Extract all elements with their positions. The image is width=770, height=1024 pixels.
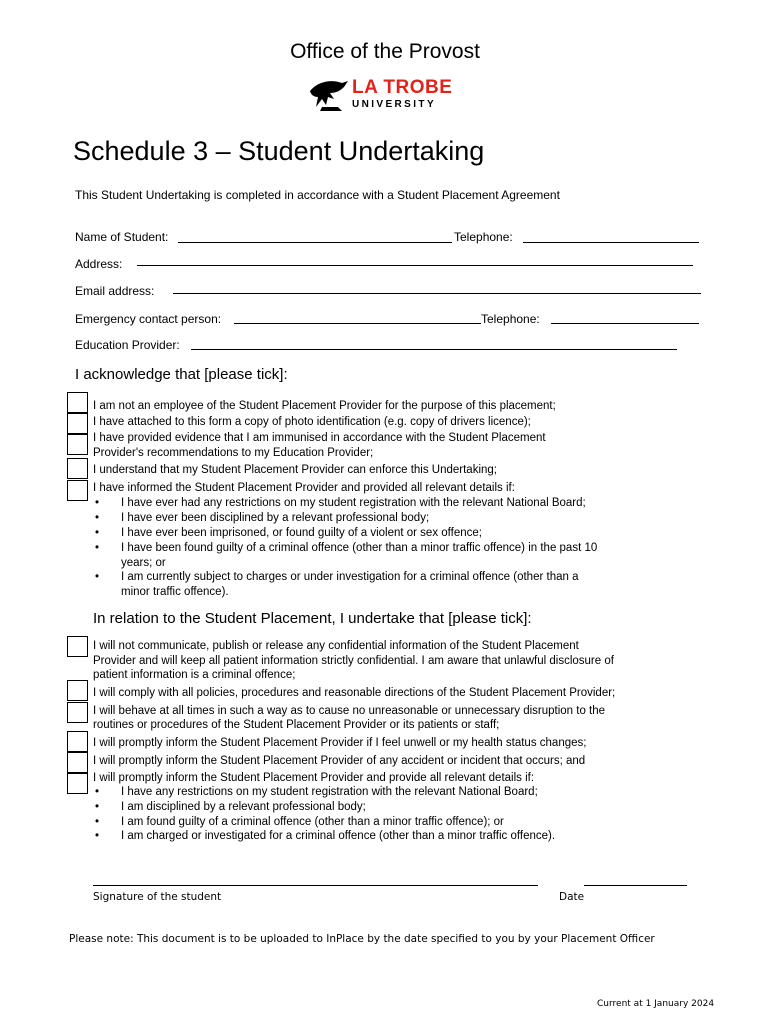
ack-item-1: I am not an employee of the Student Placement Provider for the purpose of this placement; [93, 400, 556, 412]
date-label: Date [559, 891, 585, 903]
logo-wordmark: LA TROBE [352, 77, 453, 98]
ack-item-3: I have provided evidence that I am immunised in accordance with the Student Placement [93, 432, 546, 444]
ack-bullet-4-cont: years; or [121, 557, 166, 569]
ack-checkbox-1[interactable] [67, 392, 88, 413]
undertake-item-1-cont2: patient information is a criminal offence; [93, 669, 296, 681]
logo-subtitle: UNIVERSITY [352, 99, 437, 110]
ack-checkbox-4[interactable] [67, 458, 88, 479]
eagle-icon [308, 77, 350, 113]
ack-bullet-5-cont: minor traffic offence). [121, 586, 229, 598]
ack-item-3-cont: Provider's recommendations to my Education Provider; [93, 447, 374, 459]
telephone-field[interactable] [523, 242, 699, 243]
emergency-telephone-label: Telephone: [481, 312, 540, 326]
undertake-item-5: I will promptly inform the Student Placement Provider of any accident or incident that occurs; and [93, 755, 586, 767]
education-provider-label: Education Provider: [75, 338, 180, 352]
ack-item-2: I have attached to this form a copy of photo identification (e.g. copy of drivers licence); [93, 416, 531, 428]
upload-note: Please note: This document is to be uploaded to InPlace by the date specified to you by your Placement Officer [69, 933, 655, 945]
undertake-checkbox-6[interactable] [67, 773, 88, 794]
ack-item-5: I have informed the Student Placement Provider and provided all relevant details if: [93, 482, 515, 494]
undertake-heading: In relation to the Student Placement, I undertake that [please tick]: [93, 610, 532, 627]
undertake-item-6: I will promptly inform the Student Placement Provider and provide all relevant details if: [93, 772, 535, 784]
intro-text: This Student Undertaking is completed in accordance with a Student Placement Agreement [75, 188, 560, 202]
undertake-checkbox-3[interactable] [67, 702, 88, 723]
undertake-item-3: I will behave at all times in such a way as to cause no unreasonable or unnecessary disruption to the [93, 705, 606, 717]
undertake-item-3-cont: routines or procedures of the Student Placement Provider or its patients or staff; [93, 719, 500, 731]
address-field[interactable] [137, 265, 693, 266]
ack-checkbox-2[interactable] [67, 413, 88, 434]
emergency-telephone-field[interactable] [551, 323, 699, 324]
undertake-checkbox-1[interactable] [67, 636, 88, 657]
undertake-checkbox-5[interactable] [67, 752, 88, 773]
ack-checkbox-5[interactable] [67, 480, 88, 501]
address-label: Address: [75, 257, 123, 271]
name-label: Name of Student: [75, 230, 169, 244]
name-field[interactable] [178, 242, 452, 243]
emergency-contact-field[interactable] [234, 323, 481, 324]
acknowledge-heading: I acknowledge that [please tick]: [75, 366, 288, 383]
ack-item-4: I understand that my Student Placement Provider can enforce this Undertaking; [93, 464, 497, 476]
student-signature-field[interactable] [93, 885, 538, 886]
undertake-checkbox-4[interactable] [67, 731, 88, 752]
undertake-item-2: I will comply with all policies, procedures and reasonable directions of the Student Placement Provider; [93, 687, 616, 699]
emergency-contact-label: Emergency contact person: [75, 312, 222, 326]
ack-checkbox-3[interactable] [67, 434, 88, 455]
office-heading: Office of the Provost [290, 40, 480, 63]
undertake-item-1: I will not communicate, publish or release any confidential information of the Student Placement [93, 640, 579, 652]
signature-label: Signature of the student [93, 891, 222, 903]
date-field[interactable] [584, 885, 687, 886]
undertake-item-4: I will promptly inform the Student Placement Provider if I feel unwell or my health status changes; [93, 737, 587, 749]
page-title: Schedule 3 – Student Undertaking [73, 136, 485, 166]
undertake-item-1-cont: Provider and will keep all patient information strictly confidential. I am aware that unlawful disclosure of [93, 655, 614, 667]
telephone-label: Telephone: [454, 230, 513, 244]
email-label: Email address: [75, 284, 155, 298]
undertake-checkbox-2[interactable] [67, 680, 88, 701]
email-field[interactable] [173, 293, 701, 294]
education-provider-field[interactable] [191, 349, 677, 350]
footer-date: Current at 1 January 2024 [597, 999, 715, 1009]
